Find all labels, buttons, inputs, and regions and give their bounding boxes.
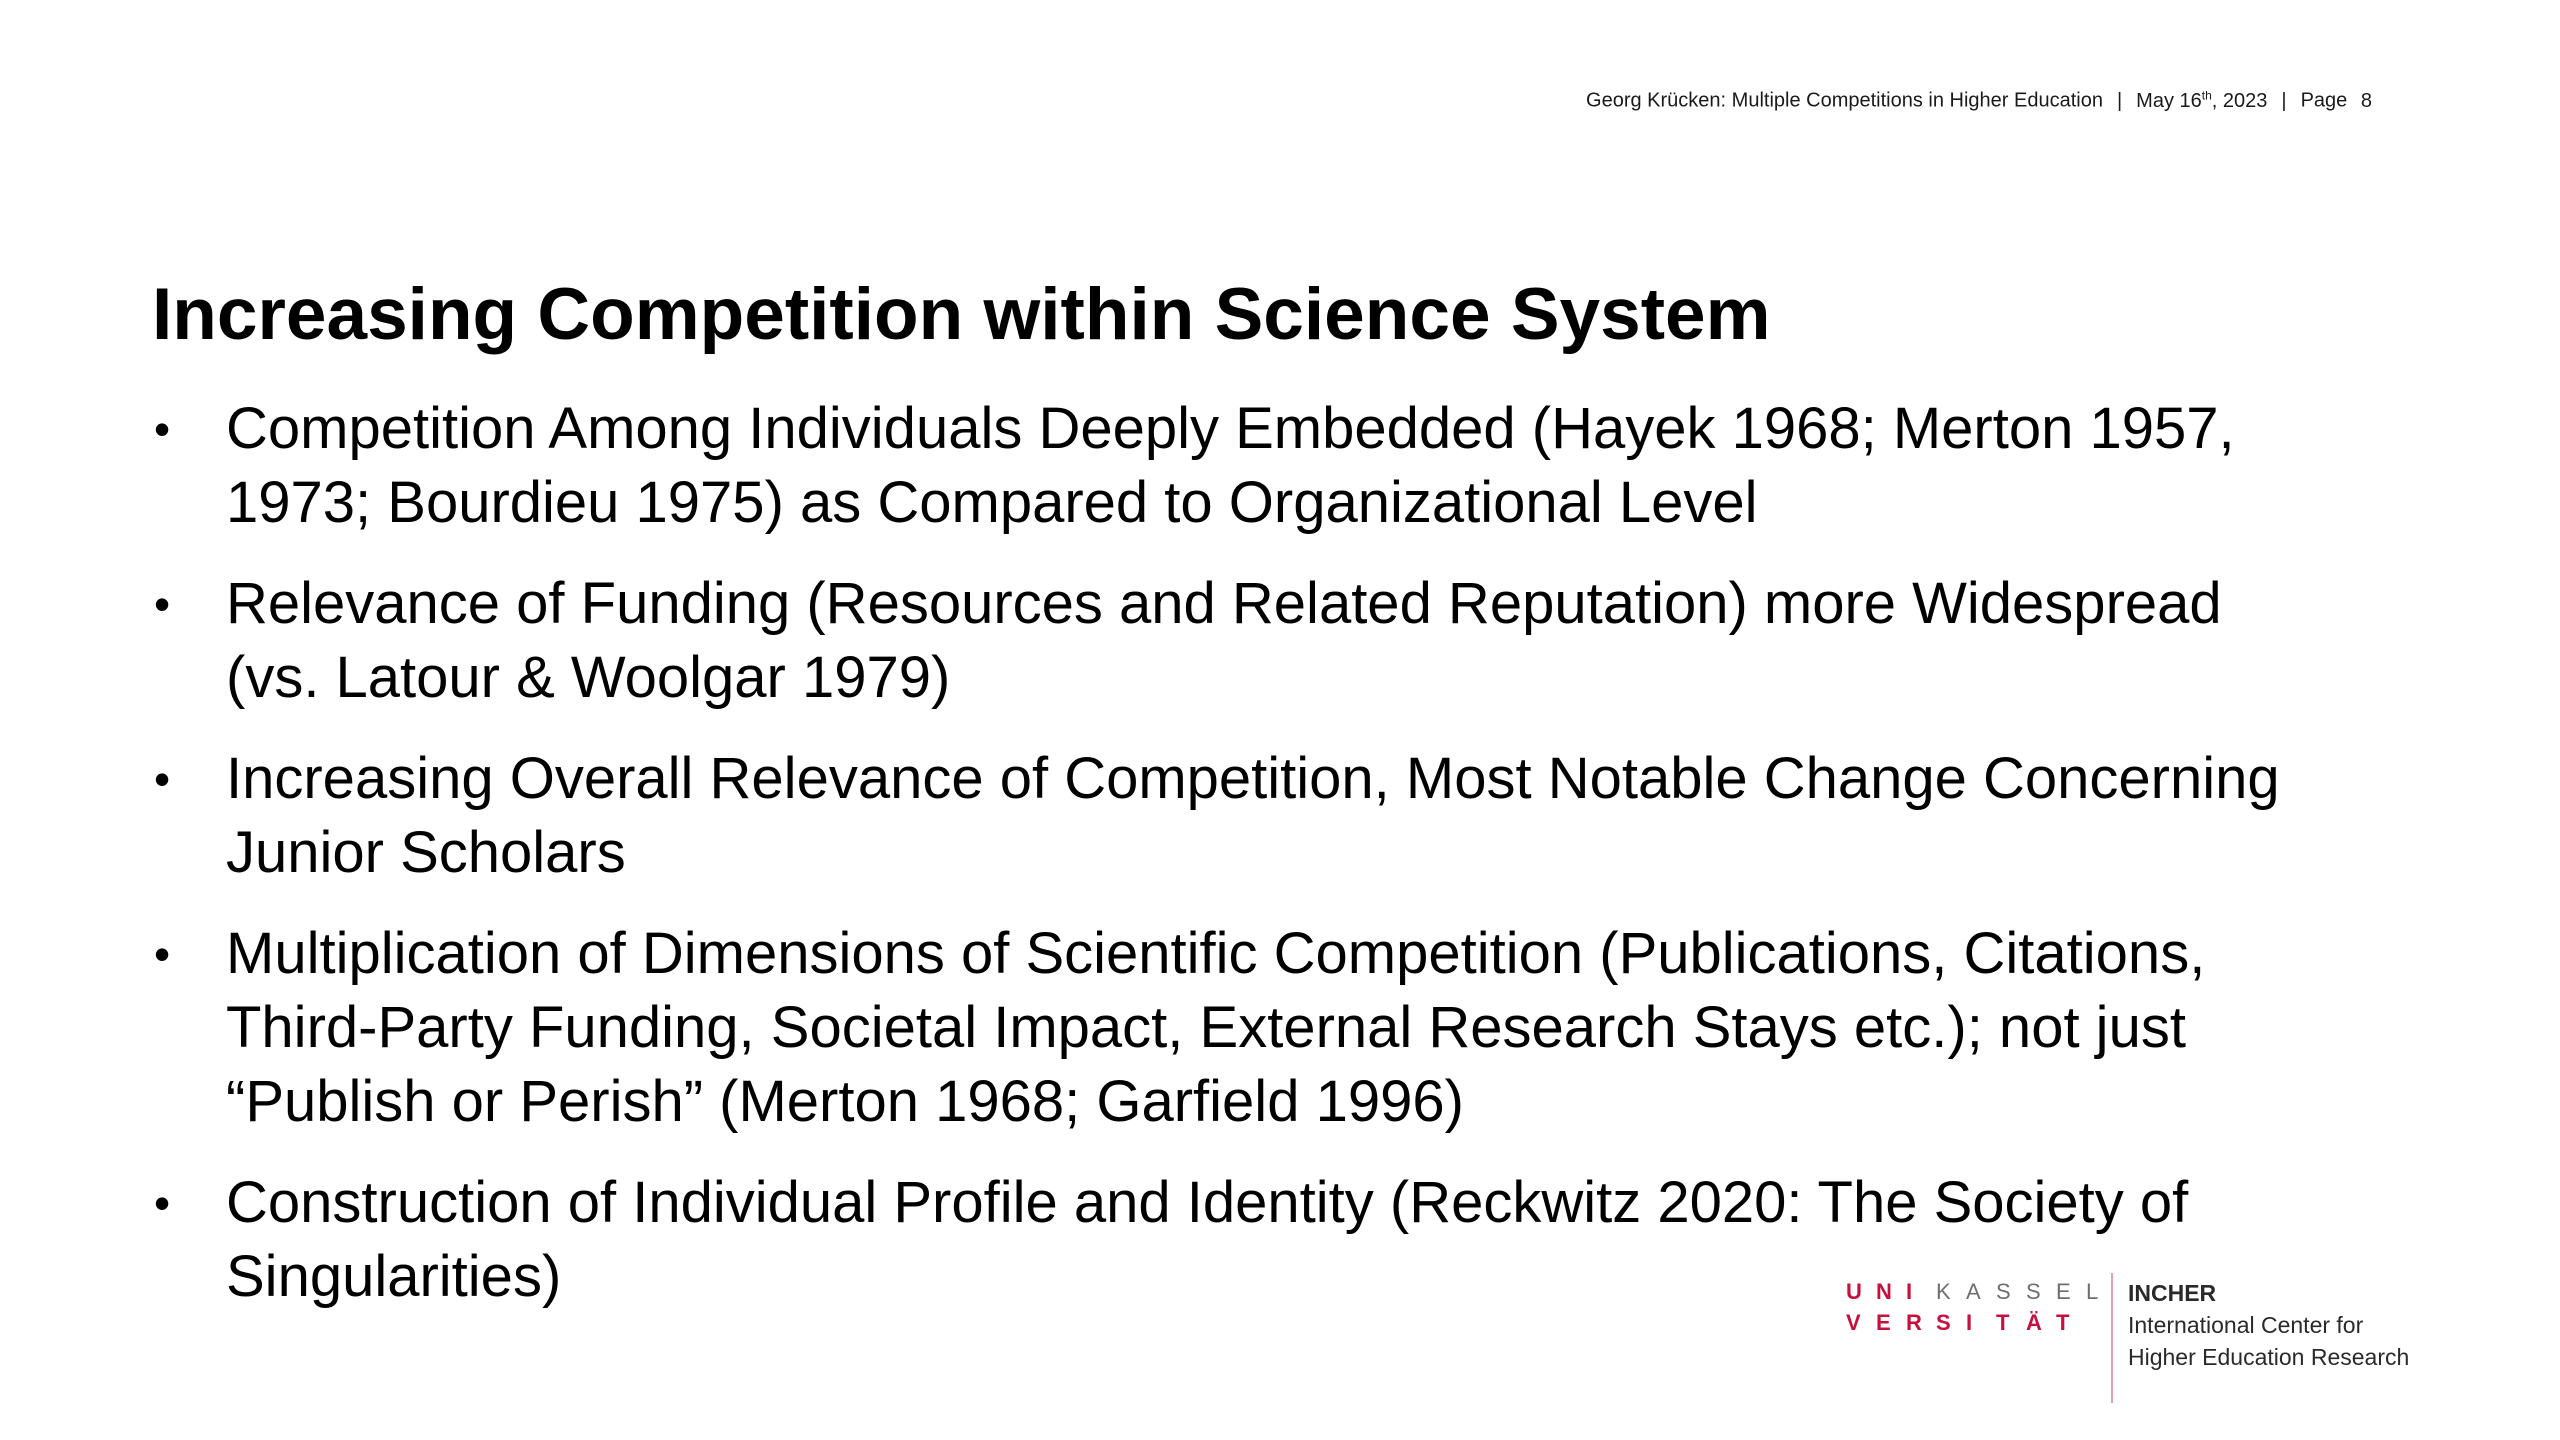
bullet-dot-icon: • [154,578,171,630]
university-logo [1846,1273,2446,1403]
header-date: May 16th, 2023 [2136,88,2268,112]
wordmark-row-2: V E R S I T Ä T [1846,1310,2070,1335]
bullet-item [152,567,2452,715]
header-separator: | [2116,89,2123,112]
header-separator: | [2281,89,2287,112]
bullet-text-line: 1973; Bourdieu 1975) as Compared to Organizational Level [226,470,1758,535]
bullet-dot-icon: • [154,403,171,455]
header-author-talk: Georg Krücken: Multiple Competitions in Higher Education [1586,89,2103,112]
bullet-item [152,917,2452,1139]
slide-title: Increasing Competition within Science System [152,274,1771,355]
bullet-dot-icon: • [154,753,171,805]
bullet-text-line: (vs. Latour & Woolgar 1979) [226,645,951,710]
incher-label [2128,1277,2409,1373]
bullet-text-line: Competition Among Individuals Deeply Embedded (Hayek 1968; Merton 1957, [226,396,2235,461]
bullet-text-line: Construction of Individual Profile and Identity (Reckwitz 2020: The Society of [226,1170,2189,1235]
bullet-text-line: “Publish or Perish” (Merton 1968; Garfield 1996) [226,1069,1464,1134]
header-page-label: Page [2300,89,2348,112]
bullet-list [152,392,2452,1341]
bullet-text-line: Increasing Overall Relevance of Competition, Most Notable Change Concerning [226,746,2280,811]
incher-line-2: Higher Education Research [2128,1344,2410,1370]
bullet-item [152,742,2452,890]
bullet-text-line: Junior Scholars [226,820,626,885]
bullet-text-line: Multiplication of Dimensions of Scientific Competition (Publications, Citations, [226,921,2206,986]
logo-divider [2111,1273,2113,1403]
wordmark-row-1: U N I K A S S E L [1846,1279,2099,1304]
bullet-item [152,392,2452,540]
uni-kassel-wordmark [1846,1279,2116,1341]
incher-name: INCHER [2128,1280,2217,1306]
bullet-text-line: Third-Party Funding, Societal Impact, External Research Stays etc.); not just [226,995,2186,1060]
incher-line-1: International Center for [2128,1312,2364,1338]
header-page-number: 8 [2360,89,2372,112]
slide-header [1586,88,2372,113]
bullet-dot-icon: • [154,1177,171,1229]
bullet-dot-icon: • [154,928,171,980]
bullet-text-line: Singularities) [226,1244,562,1309]
bullet-text-line: Relevance of Funding (Resources and Related Reputation) more Widespread [226,571,2222,636]
